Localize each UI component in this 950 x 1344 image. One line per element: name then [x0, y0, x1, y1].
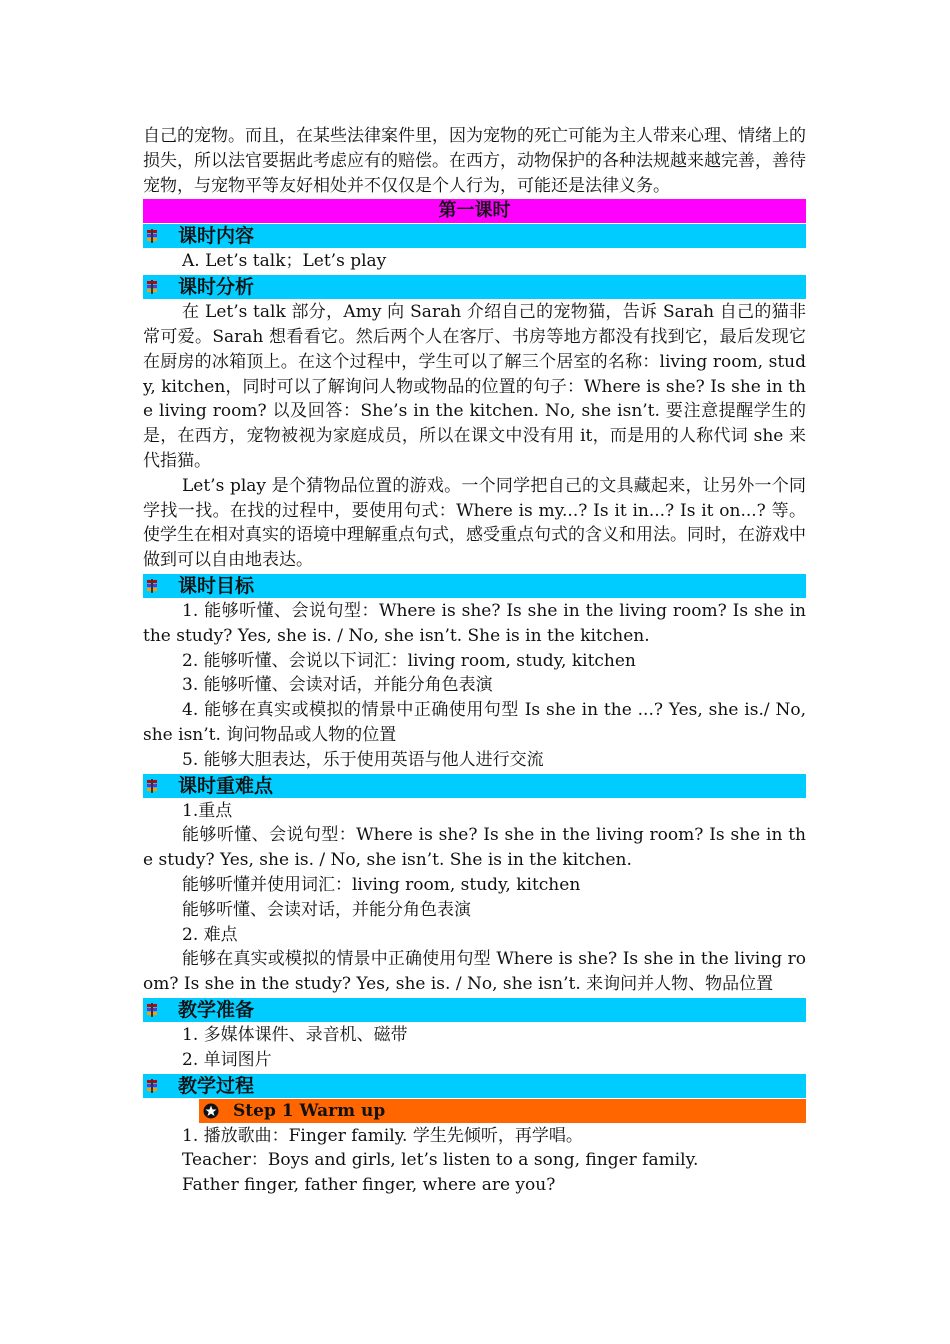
section-bar-analysis — [143, 275, 806, 299]
book-stack-icon — [146, 280, 158, 294]
section-heading: 教学过程 — [178, 1074, 255, 1097]
section-bar-content — [143, 224, 806, 248]
section-heading: 课时重难点 — [178, 774, 274, 797]
lesson-title-bar — [143, 199, 806, 223]
star-circle-icon — [203, 1103, 219, 1119]
book-stack-icon — [146, 579, 158, 593]
preparation-item: 1. 多媒体课件、录音机、磁带 — [182, 1024, 408, 1045]
objective-item: 4. 能够在真实或模拟的情景中正确使用句型 Is she in the ...? Yes, she is./ No, she isn’t. 询问物品或人物的位置 — [143, 700, 806, 745]
section-bar-key-points — [143, 774, 806, 798]
book-stack-icon — [146, 1079, 158, 1093]
step-bar — [199, 1099, 806, 1123]
book-stack-icon — [146, 779, 158, 793]
book-stack-icon — [146, 1003, 158, 1017]
key-item: 能够听懂、会读对话，并能分角色表演 — [182, 899, 471, 920]
preparation-item: 2. 单词图片 — [182, 1049, 272, 1070]
section-bar-process — [143, 1074, 806, 1098]
difficulty-label: 2. 难点 — [182, 924, 238, 945]
objective-item: 5. 能够大胆表达，乐于使用英语与他人进行交流 — [182, 749, 544, 770]
intro-paragraph: 自己的宠物。而且，在某些法律案件里，因为宠物的死亡可能为主人带来心理、情绪上的损失，所以法官要据此考虑应有的赔偿。在西方，动物保护的各种法规越来越完善，善待宠物，与宠物平等友好相处并不仅仅是个人行为，可能还是法律义务。 — [143, 126, 806, 196]
section-heading: 课时目标 — [178, 574, 255, 597]
process-line: Teacher：Boys and girls, let’s listen to a song, finger family. — [182, 1150, 699, 1171]
objective-item: 3. 能够听懂、会读对话，并能分角色表演 — [182, 675, 493, 696]
objective-item: 2. 能够听懂、会说以下词汇：living room, study, kitchen — [182, 650, 636, 671]
analysis-paragraph: 在 Let’s talk 部分，Amy 向 Sarah 介绍自己的宠物猫，告诉 Sarah 自己的猫非常可爱。Sarah 想看看它。然后两个人在客厅、书房等地方都没有找到它，最后发现它在厨房的冰箱顶上。在这个过程中，学生可以了解三个居室的名称：living room, study, kitchen，同时可以了解询问人物或物品的位置的句子：Where is she? Is she in the living room? 以及回答：She’s in the kitchen. No, she isn’t. 要注意提醒学生的是，在西方，宠物被视为家庭成员，所以在课文中没有用 it，而是用的人称代词 she 来代指猫。 — [143, 302, 806, 471]
section-heading: 课时分析 — [178, 276, 255, 299]
section-heading: 教学准备 — [178, 998, 255, 1021]
analysis-paragraph: Let’s play 是个猜物品位置的游戏。一个同学把自己的文具藏起来，让另外一个同学找一找。在找的过程中，要使用句式：Where is my...? Is it in...? Is it on...? 等。使学生在相对真实的语境中理解重点句式，感受重点句式的含义和用法。同时，在游戏中做到可以自由地表达。 — [143, 475, 806, 571]
objective-item: 1. 能够听懂、会说句型：Where is she? Is she in the living room? Is she in the study? Yes, she is. / No, she isn’t. She is in the kitchen. — [143, 600, 806, 646]
document-page — [143, 124, 806, 1198]
section-bar-preparation — [143, 998, 806, 1022]
key-item: 能够听懂、会说句型：Where is she? Is she in the living room? Is she in the study? Yes, she is. / No, she isn’t. She is in the kitchen. — [143, 825, 806, 871]
key-item: 能够听懂并使用词汇：living room, study, kitchen — [182, 874, 581, 895]
process-line: 1. 播放歌曲：Finger family. 学生先倾听，再学唱。 — [182, 1125, 583, 1146]
book-stack-icon — [146, 229, 158, 243]
lesson-title: 第一课时 — [438, 200, 511, 222]
difficulty-item: 能够在真实或模拟的情景中正确使用句型 Where is she? Is she in the living room? Is she in the study? Yes, she is. / No, she isn’t. 来询问并人物、物品位置 — [143, 949, 806, 995]
process-line: Father finger, father finger, where are you? — [182, 1175, 556, 1196]
step-title: Step 1 Warm up — [233, 1100, 386, 1121]
content-text: A. Let’s talk；Let’s play — [182, 251, 387, 272]
section-bar-objectives — [143, 574, 806, 598]
key-label: 1.重点 — [182, 800, 233, 821]
section-heading: 课时内容 — [178, 225, 255, 248]
